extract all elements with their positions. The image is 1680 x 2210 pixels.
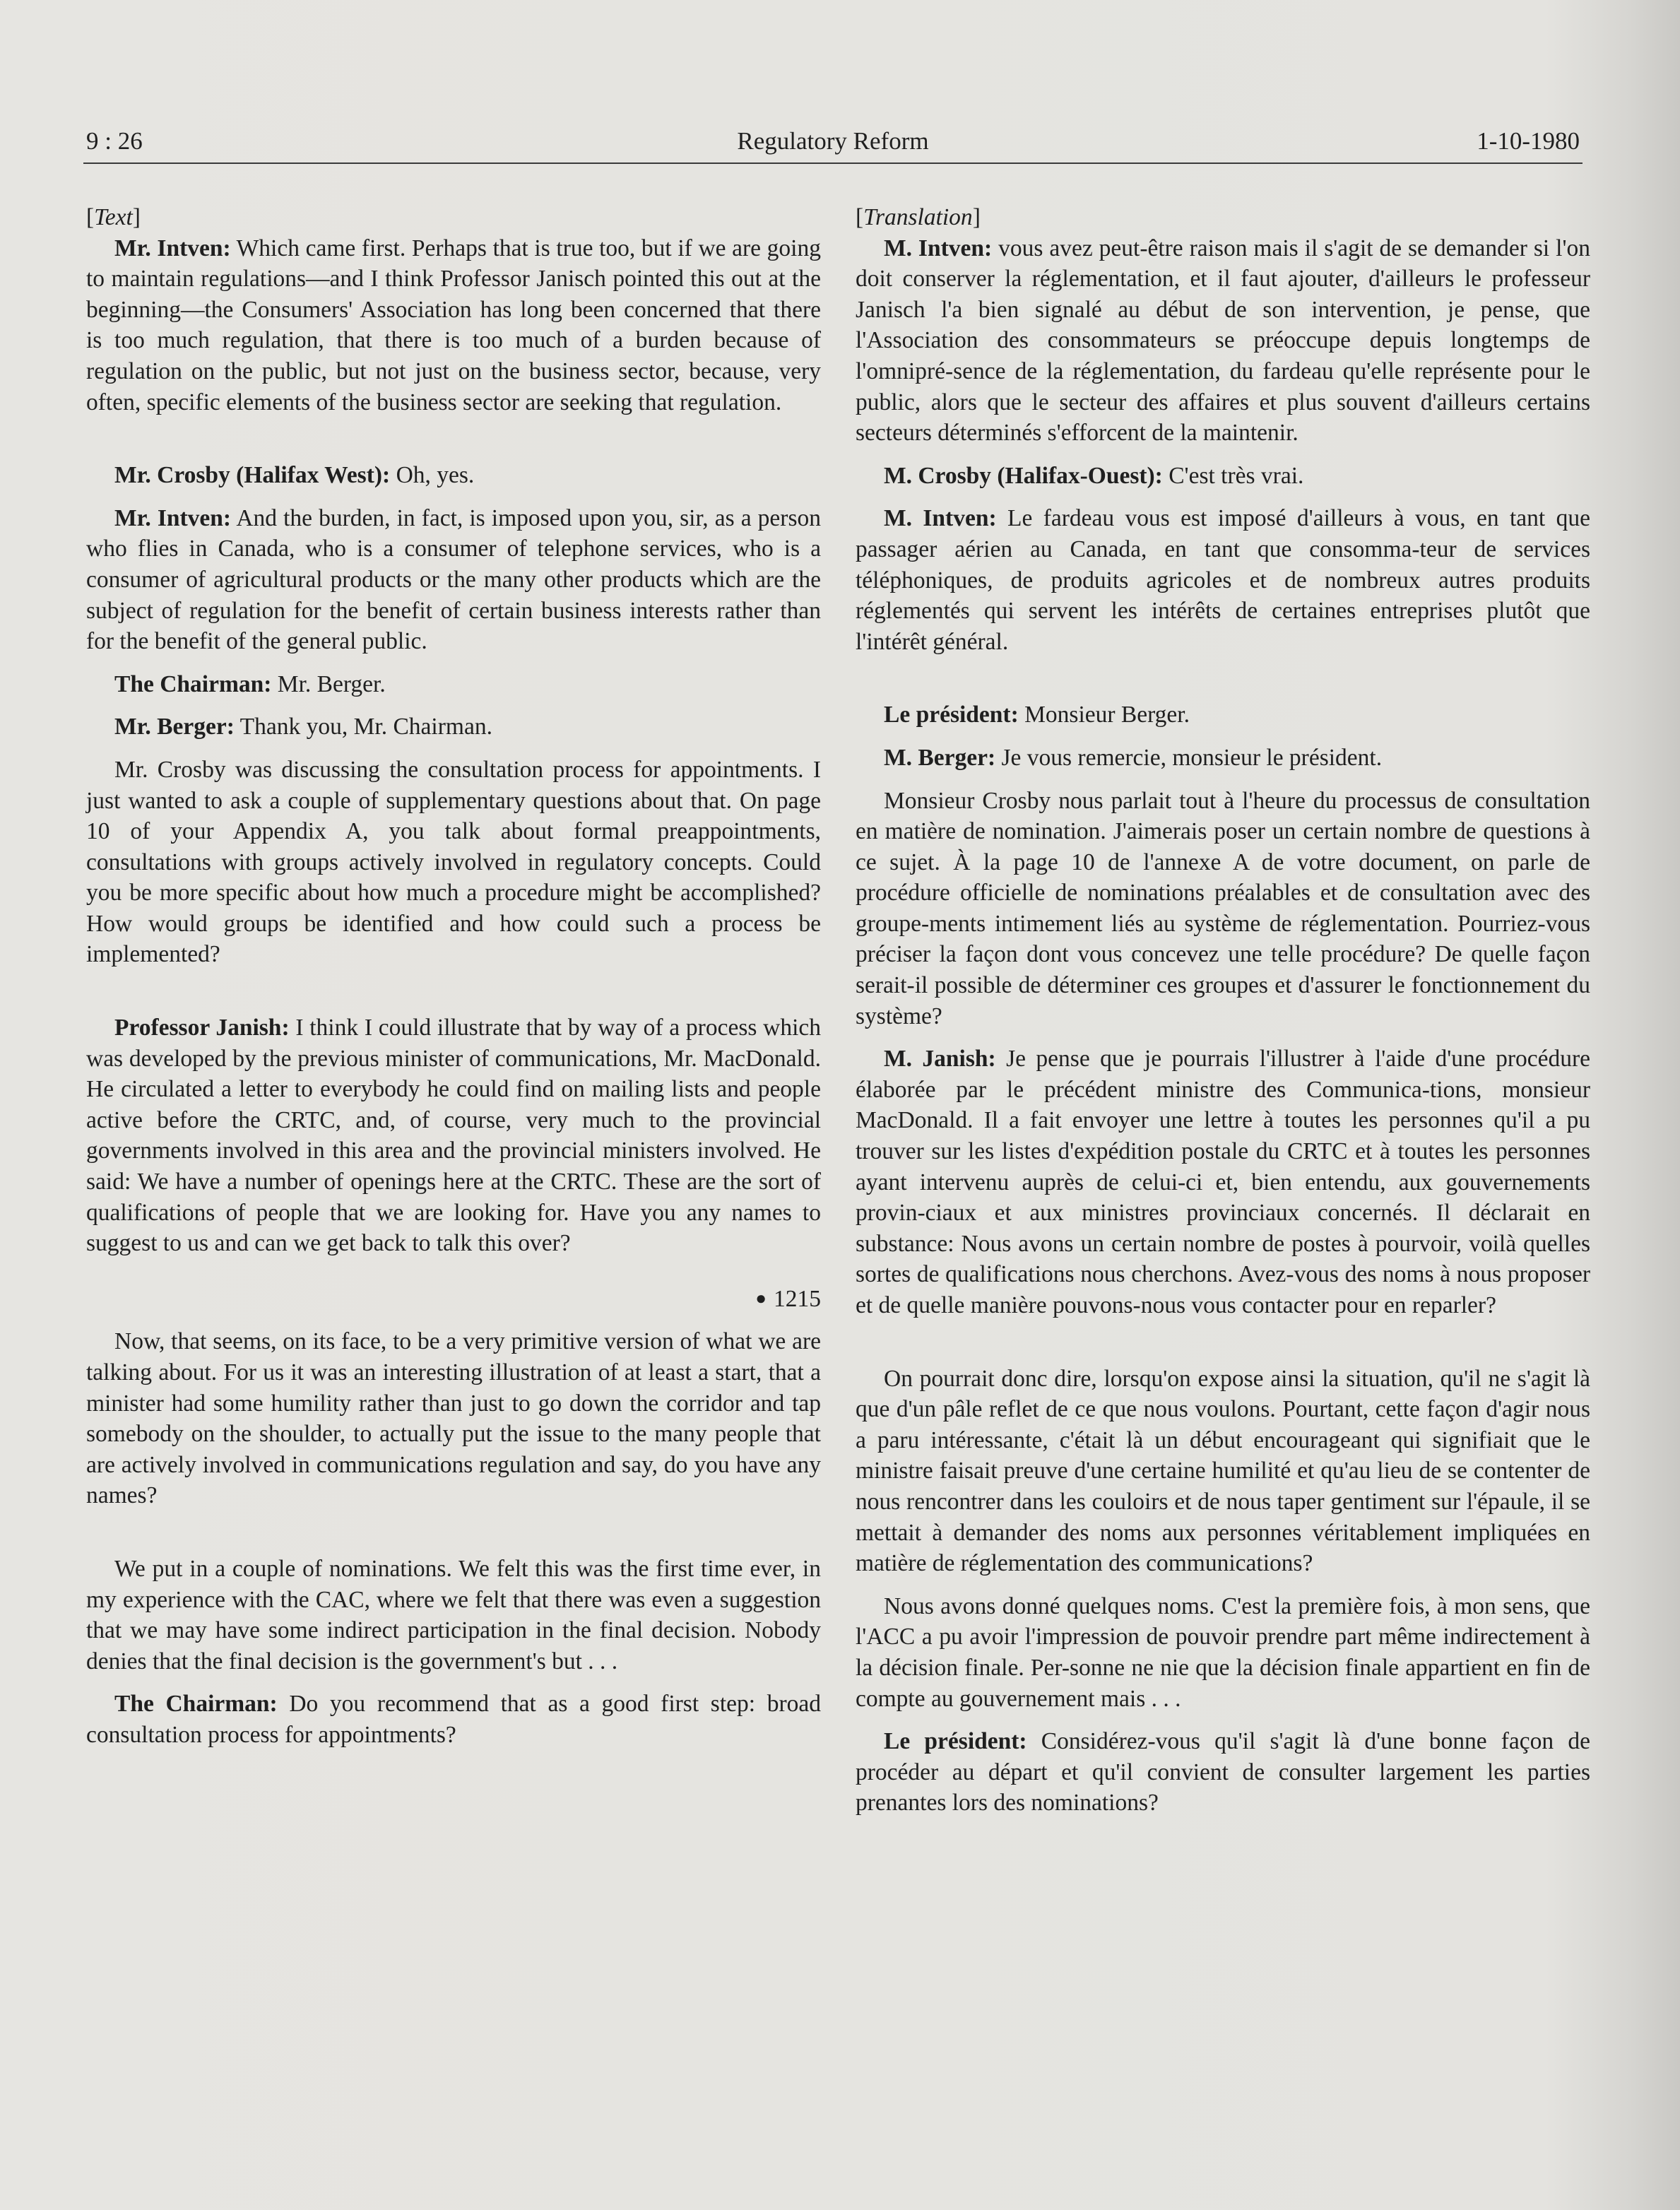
speaker: Mr. Intven: [114,504,232,531]
paragraph: M. Crosby (Halifax-Ouest): C'est très vrai. [884,462,1304,489]
header-date: 1-10-1980 [1477,127,1580,155]
paragraph: Mr. Crosby (Halifax West): Oh, yes. [114,462,475,489]
speaker: M. Janish: [884,1046,996,1072]
language-marker: [Translation] [856,204,981,230]
speaker: The Chairman: [114,1691,278,1718]
paragraph: Professor Janish: I think I could illustrate that by way of a process which was developed by the previous minister of communications, Mr. MacDonald. He circulated a letter to everybody he could find on mailing lists and people active before the CRTC, and, of course, very much to the provincial governments involved in this area and the provincial ministers involved. He said: We have a number of openings here at the CRTC. These are the sort of qualifications of people that we are looking for. Have you any names to suggest to us and can we get back to talk this over? [86,1015,821,1257]
bullet-icon: ● [755,1287,767,1308]
paragraph: M. Janish: Je pense que je pourrais l'illustrer à l'aide d'une procédure élaborée par le précédent ministre des Communica-tions, monsieur MacDonald. Il a fait envoyer une lettre à toutes les personnes qu'il a pu trouver sur les listes d'expédition postale du CRTC et à toutes les personnes ayant intervenu auprès de celui-ci et, bien entendu, aux gouvernements provin-ciaux et aux ministres provinciaux concernés. Il déclarait en substance: Nous avons un certain nombre de postes à pourvoir, voilà quelles sortes de qualifications nous cherchons. Avez-vous des noms à nous proposer et de quelle manière pouvons-nous vous contacter pour en reparler? [856,1046,1590,1318]
paragraph: The Chairman: Mr. Berger. [114,670,386,697]
speaker: M. Berger: [884,744,996,771]
speaker: Mr. Berger: [114,714,235,740]
page-number: 9 : 26 [86,127,143,155]
speaker: Le président: [884,1728,1027,1755]
speaker: Mr. Intven: [114,235,231,261]
paragraph: Mr. Intven: And the burden, in fact, is imposed upon you, sir, as a person who flies in Canada, who is a consumer of telephone services, who is a consumer of agricultural products or the many other products which are the subject of regulation for the benefit of certain business interests rather than for the benefit of the general public. [86,504,821,655]
speaker: Le président: [884,702,1019,728]
speaker: M. Intven: [884,235,993,261]
speaker: Professor Janish: [114,1015,290,1041]
paragraph: Mr. Berger: Thank you, Mr. Chairman. [114,714,492,740]
paragraph: We put in a couple of nominations. We felt this was the first time ever, in my experience with the CAC, where we felt that there was even a suggestion that we may have some indirect participation in the final decision. Nobody denies that the final decision is the government's but . . . [86,1555,821,1674]
paragraph: Mr. Crosby was discussing the consultation process for appointments. I just wanted to ask a couple of supplementary questions about that. On page 10 of your Appendix A, you talk about formal preappointments, consultations with groups actively involved in regulatory concepts. Could you be more specific about how much a procedure might be accomplished? How would groups be identified and how could such a process be implemented? [86,756,821,968]
paragraph: Monsieur Crosby nous parlait tout à l'heure du processus de consultation en matière de nomination. J'aimerais poser un certain nombre de questions à ce sujet. À la page 10 de l'annexe A de votre document, on parle de procédure officielle de nominations préalables et de consultation avec des groupe-ments intimement liés au système de réglementation. Pourriez-vous préciser la façon dont vous concevez une telle procédure? De quelle façon serait-il possible de déterminer ces groupes et d'assurer le fonctionnement du système? [856,787,1590,1029]
paragraph: Le président: Monsieur Berger. [884,702,1190,728]
paragraph: The Chairman: Do you recommend that as a good first step: broad consultation process for appointments? [86,1691,821,1748]
paragraph: M. Intven: Le fardeau vous est imposé d'ailleurs à vous, en tant que passager aérien au Canada, en tant que consomma-teur de services téléphoniques, de produits agricoles et de nombreux autres produits réglementés qui servent les intérêts de certaines entreprises plutôt que l'intérêt général. [856,505,1590,655]
running-title: Regulatory Reform [737,127,929,155]
paragraph: Le président: Considérez-vous qu'il s'agit là d'une bonne façon de procéder au départ et qu'il convient de consulter largement les parties prenantes lors des nominations? [856,1728,1590,1816]
paragraph: Now, that seems, on its face, to be a very primitive version of what we are talking about. For us it was an interesting illustration of at least a start, that a minister had some humility rather than just to go down the corridor and tap somebody on the shoulder, to actually put the issue to the many people that are actively involved in communications regulation and say, do you have any names? [86,1328,821,1509]
speaker: The Chairman: [114,670,272,697]
time-stamp: ● 1215 [755,1285,821,1312]
language-marker: [Text] [86,204,141,230]
speaker: M. Intven: [884,505,997,532]
paragraph: M. Intven: vous avez peut-être raison mais il s'agit de se demander si l'on doit conserver la réglementation, et il faut ajouter, d'ailleurs le professeur Janisch l'a bien signalé au début de son intervention, je pense, que l'Association des consommateurs se préoccupe depuis longtemps de l'omnipré-sence de la réglementation, du fardeau qu'elle représente pour le public, alors que le secteur des affaires et plus souvent d'ailleurs certains secteurs déterminés s'efforcent de la maintenir. [856,235,1590,447]
speaker: Mr. Crosby (Halifax West): [114,462,391,489]
french-column [856,202,1590,1819]
paragraph: M. Berger: Je vous remercie, monsieur le président. [884,744,1383,771]
paragraph: Mr. Intven: Which came first. Perhaps that is true too, but if we are going to maintain regulations—and I think Professor Janisch pointed this out at the beginning—the Consumers' Association has long been concerned that there is too much regulation, that there is too much of a burden because of regulation on the public, but not just on the business sector, because, very often, specific elements of the business sector are seeking that regulation. [86,235,821,415]
english-column [86,202,821,1751]
page-header [83,123,1583,164]
paragraph: Nous avons donné quelques noms. C'est la première fois, à mon sens, que l'ACC a pu avoir l'impression de pouvoir prendre part même indirectement à la décision finale. Per-sonne ne nie que la décision finale appartient en fin de compte au gouvernement mais . . . [856,1592,1590,1712]
speaker: M. Crosby (Halifax-Ouest): [884,462,1163,489]
paragraph: On pourrait donc dire, lorsqu'on expose ainsi la situation, qu'il ne s'agit là que d'un pâle reflet de ce que nous voulons. Pourtant, cette façon d'agir nous a paru intéressante, c'était là un début encourageant qui signifiait que le ministre faisait preuve d'une certaine humilité et qu'au lieu de se contenter de nous rencontrer dans les couloirs et de nous taper gentiment sur l'épaule, il se mettait à demander des noms aux personnes véritablement impliquées en matière de réglementation des communications? [856,1365,1590,1577]
